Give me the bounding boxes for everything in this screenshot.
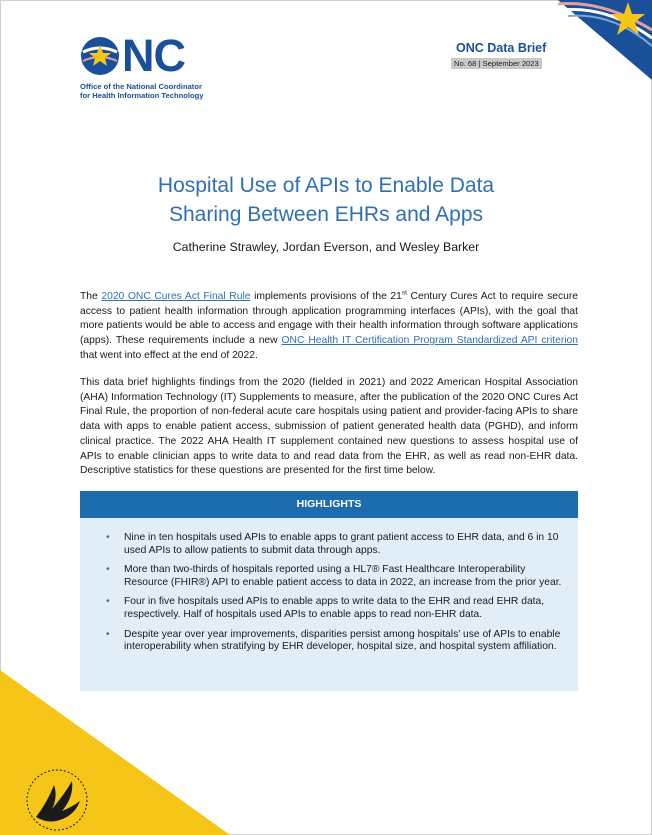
document-title-line2: Sharing Between EHRs and Apps: [168, 203, 484, 226]
onc-globe-star-icon: [80, 36, 120, 76]
intro-text: that went into effect at the end of 2022.: [80, 349, 258, 361]
highlight-item: [102, 564, 562, 589]
org-name-line1: Office of the National Coordinator: [80, 82, 202, 91]
intro-text: The: [80, 291, 102, 302]
yellow-corner-decoration: [0, 670, 230, 835]
logo-mark: [80, 30, 205, 81]
intro-paragraph-2: This data brief highlights findings from the 2020 (fielded in 2021) and 2022 American Hospital Association (AHA) Information Technology (IT) Supplements to measure, after the publication of the 2020 ONC Cures Act Final Rule, the proportion of non-federal acute care hospitals using patient and provider-facing APIs to share data with apps to enable patient access, submission of patient generated health data (PGHD), and inform clinical practice. The 2022 AHA Health IT supplement contained new questions to assess hospital use of APIs to enable clinician apps to write data to and read data from the EHR, as well as read non-EHR data. Descriptive statistics for these questions are presented for the first time below.: [80, 377, 578, 477]
highlight-item: [102, 532, 562, 557]
intro-text: implements provisions of the 21: [250, 291, 402, 302]
bullet-icon: •: [106, 532, 110, 543]
star-corner-icon: [558, 0, 652, 80]
highlight-text: Nine in ten hospitals used APIs to enable apps to grant patient access to EHR data, and 6 in 10 used APIs to allow patients to submit data through apps.: [124, 532, 559, 556]
highlight-text: Despite year over year improvements, disparities persist among hospitals’ use of APIs to enable interoperability when stratifying by EHR developer, hospital size, and hospital system affiliation.: [124, 628, 561, 653]
highlight-text: More than two-thirds of hospitals reported using a HL7® Fast Healthcare Interoperability Resource (FHIR®) API to enable patient access to data in 2022, an increase from the prior year.: [124, 564, 562, 588]
cures-act-final-rule-link[interactable]: 2020 ONC Cures Act Final Rule: [101, 291, 251, 302]
highlights-box: [80, 491, 578, 691]
brief-series-title: ONC Data Brief: [456, 41, 547, 55]
highlights-list: [80, 518, 578, 654]
document-title: [90, 171, 562, 229]
org-name: [80, 82, 205, 100]
bullet-icon: •: [106, 596, 110, 608]
highlight-item: [102, 629, 562, 654]
authors: Catherine Strawley, Jordan Everson, and Wesley Barker: [172, 240, 480, 254]
highlight-text: Four in five hospitals used APIs to enable apps to write data to the EHR and read EHR data, respectively. Half of hospitals used APIs to enable apps to read non-EHR data.: [124, 596, 545, 620]
brief-issue-number: No. 68 | September 2023: [451, 58, 542, 69]
bullet-icon: •: [106, 628, 110, 640]
highlight-item: [102, 596, 562, 621]
bullet-icon: •: [106, 564, 110, 576]
document-title-line1: Hospital Use of APIs to Enable Data: [157, 174, 495, 197]
intro-paragraph-1: [80, 290, 578, 364]
logo-wordmark: NC: [122, 30, 185, 81]
ordinal-suffix: st: [401, 289, 407, 297]
onc-logo: [80, 30, 205, 100]
intro-text: Century Cures Act to require secure access to patient health information through application programming interfaces (APIs), with the goal that more patients would be able to access and engage with their health information through software applications (apps). These requirements include a new: [80, 291, 578, 347]
standardized-api-criterion-link[interactable]: ONC Health IT Certification Program Standardized API criterion: [281, 335, 578, 347]
highlights-heading: HIGHLIGHTS: [80, 491, 578, 518]
org-name-line2: for Health Information Technology: [80, 91, 204, 100]
